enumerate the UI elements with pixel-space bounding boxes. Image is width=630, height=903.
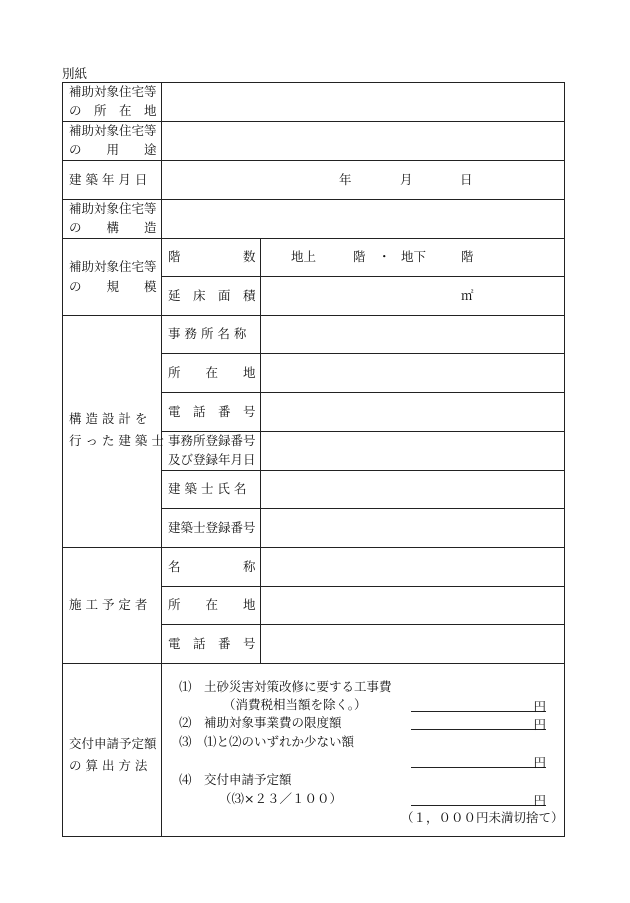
built-date-day: 日	[460, 172, 473, 187]
office-name-field[interactable]	[261, 316, 564, 353]
calc-item1-amount-field[interactable]	[411, 697, 546, 712]
location-label-line1: 補助対象住宅等	[69, 84, 157, 99]
yen-unit: 円	[533, 699, 546, 714]
built-date-label: 建 築 年 月 日	[69, 172, 148, 187]
architect-name-label: 建 築 士 氏 名	[168, 481, 247, 496]
office-phone-label: 電 話 番 号	[168, 404, 256, 419]
calc-note: （１，０００円未満切捨て）	[401, 810, 564, 825]
office-name-label: 事 務 所 名 称	[168, 326, 247, 341]
row-divider	[63, 663, 564, 664]
architect-reg-label: 建築士登録番号	[168, 520, 256, 535]
contractor-phone-label: 電 話 番 号	[168, 636, 256, 651]
structure-value-field[interactable]	[162, 200, 564, 238]
calc-item4: ⑷ 交付申請予定額	[179, 772, 292, 787]
calc-item1: ⑴ 土砂災害対策改修に要する工事費	[179, 679, 392, 694]
calc-item4-sub: （⑶×２３／１００）	[219, 791, 342, 806]
calc-item3-amount-field[interactable]	[411, 753, 546, 768]
office-address-label: 所 在 地	[168, 365, 256, 380]
calc-label-line1: 交付申請予定額	[69, 736, 157, 751]
yen-unit: 円	[533, 755, 546, 770]
architect-label-line2: 行 っ た 建 築 士	[69, 433, 164, 448]
floor-area-value-field[interactable]	[261, 277, 564, 315]
floors-below-ground: 地下	[401, 249, 427, 264]
office-phone-field[interactable]	[261, 393, 564, 431]
application-form-table	[62, 82, 565, 837]
calc-item4-amount-field[interactable]	[411, 791, 546, 806]
yen-unit: 円	[533, 717, 546, 732]
floor-area-unit: ㎡	[461, 288, 474, 303]
calc-item2: ⑵ 補助対象事業費の限度額	[179, 715, 342, 730]
built-date-month: 月	[400, 172, 413, 187]
contractor-name-label: 名 称	[168, 559, 256, 574]
use-label-line2: の 用 途	[69, 142, 157, 157]
built-date-value-field[interactable]	[162, 161, 564, 199]
architect-label-line1: 構 造 設 計 を	[69, 411, 148, 426]
registration-label-line1: 事務所登録番号	[168, 433, 256, 448]
floors-separator: ・	[378, 249, 391, 264]
office-address-field[interactable]	[261, 354, 564, 392]
use-value-field[interactable]	[162, 122, 564, 160]
scale-label-line2: の 規 模	[69, 279, 157, 294]
architect-name-field[interactable]	[261, 471, 564, 508]
registration-field[interactable]	[261, 432, 564, 470]
use-label-line1: 補助対象住宅等	[69, 123, 157, 138]
location-label-line2: の 所 在 地	[69, 103, 157, 118]
yen-unit: 円	[533, 793, 546, 808]
floors-unit-above: 階	[353, 249, 366, 264]
calc-item3: ⑶ ⑴と⑵のいずれか少ない額	[179, 734, 355, 749]
scale-label-line1: 補助対象住宅等	[69, 259, 157, 274]
form-caption: 別紙	[62, 66, 88, 81]
contractor-address-field[interactable]	[261, 587, 564, 624]
location-value-field[interactable]	[162, 83, 564, 121]
architect-reg-field[interactable]	[261, 509, 564, 547]
floor-area-label: 延 床 面 積	[168, 288, 256, 303]
contractor-label: 施 工 予 定 者	[69, 597, 148, 612]
calc-label-line2: の 算 出 方 法	[69, 758, 148, 773]
calc-item2-amount-field[interactable]	[411, 715, 546, 730]
floors-above-ground: 地上	[291, 249, 317, 264]
structure-label-line2: の 構 造	[69, 220, 157, 235]
floors-label: 階 数	[168, 249, 256, 264]
contractor-name-field[interactable]	[261, 548, 564, 586]
contractor-phone-field[interactable]	[261, 625, 564, 663]
built-date-year: 年	[339, 172, 352, 187]
floors-unit-below: 階	[461, 249, 474, 264]
calc-item1-sub: （消費税相当額を除く。）	[223, 697, 367, 712]
contractor-address-label: 所 在 地	[168, 597, 256, 612]
registration-label-line2: 及び登録年月日	[168, 452, 256, 467]
structure-label-line1: 補助対象住宅等	[69, 201, 157, 216]
